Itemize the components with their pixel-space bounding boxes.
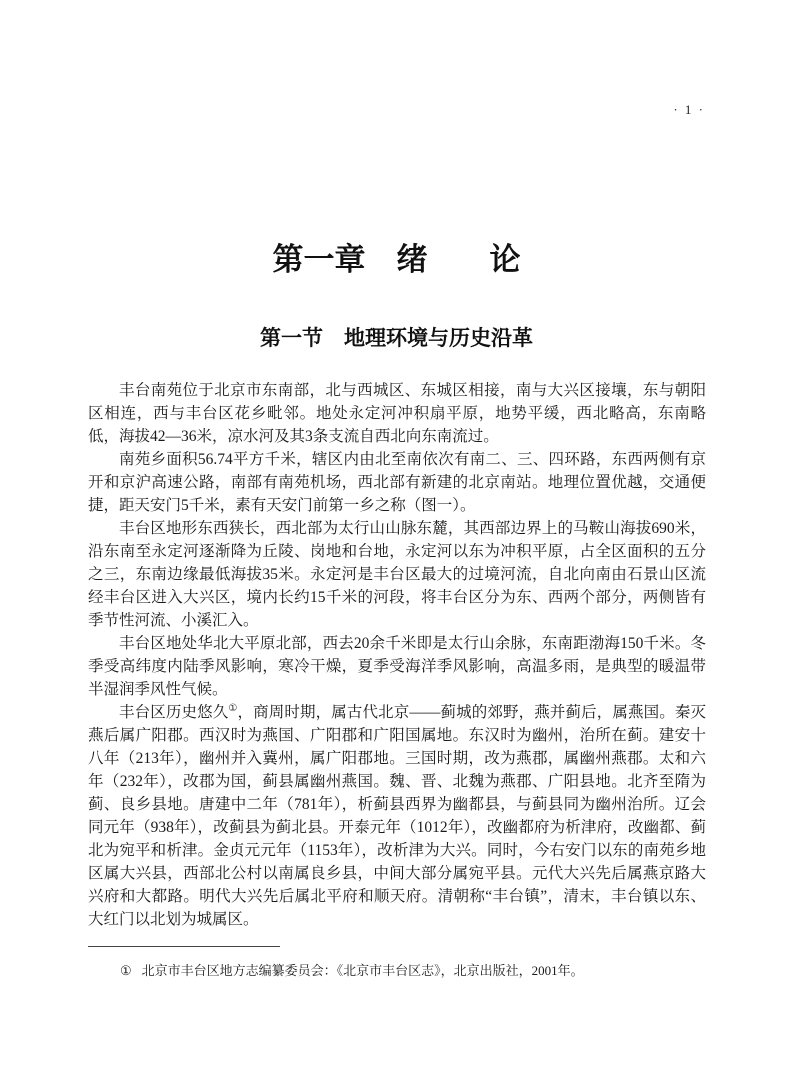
body-text	[88, 379, 706, 931]
chapter-title: 第一章 绪 论	[272, 242, 521, 277]
footnote-text: 北京市丰台区地方志编纂委员会：《北京市丰台区志》，北京出版社，2001年。	[141, 963, 584, 978]
section-title: 第一节 地理环境与历史沿革	[260, 326, 533, 350]
footnote-divider	[88, 946, 280, 947]
paragraph-geography: 丰台南苑位于北京市东南部，北与西城区、东城区相接，南与大兴区接壤，东与朝阳区相连，西与丰台区花乡毗邻。地处永定河冲积扇平原，地势平缓，西北略高，东南略低，海拔42—36米，凉水河及其3条支流自西北向东南流过。	[88, 382, 706, 445]
paragraph-history-body: ，商周时期，属古代北京——蓟城的郊野，燕并蓟后，属燕国。秦灭燕后属广阳郡。西汉时为燕国、广阳郡和广阳国属地。东汉时为幽州，治所在蓟。建安十八年（213年），幽州并入冀州，属广阳郡地。三国时期，改为燕郡，属幽州燕郡。太和六年（232年），改郡为国，蓟县属幽州燕国。魏、晋、北魏为燕郡、广阳县地。北齐至隋为蓟、良乡县地。唐建中二年（781年），析蓟县西界为幽都县，与蓟县同为幽州治所。辽会同元年（938年），改蓟县为蓟北县。开泰元年（1012年），改幽都府为析津府，改幽都、蓟北为宛平和析津。金贞元元年（1153年），改析津为大兴。同时，今右安门以东的南苑乡地区属大兴县，西部北公村以南属良乡县，中间大部分属宛平县。元代大兴先后属燕京路大兴府和大都路。明代大兴先后属北平府和顺天府。清朝称“丰台镇”，清末，丰台镇以东、大红门以北划为城属区。	[88, 704, 706, 928]
paragraph-history-lead: 丰台区历史悠久	[119, 704, 229, 721]
footnote-reference: ①	[228, 702, 238, 714]
paragraph-terrain: 丰台区地形东西狭长，西北部为太行山山脉东麓，其西部边界上的马鞍山海拔690米，沿东南至永定河逐渐降为丘陵、岗地和台地，永定河以东为冲积平原，占全区面积的五分之三，东南边缘最低海拔35米。永定河是丰台区最大的过境河流，自北向南由石景山区流经丰台区进入大兴区，境内长约15千米的河段，将丰台区分为东、西两个部分，两侧皆有季节性河流、小溪汇入。	[88, 520, 706, 629]
footnote	[88, 961, 706, 980]
footnote-area	[88, 946, 706, 980]
footnote-marker: ①	[120, 963, 132, 978]
page-number: · 1 ·	[673, 102, 705, 117]
paragraph-area: 南苑乡面积56.74平方千米，辖区内由北至南依次有南二、三、四环路，东西两侧有京开和京沪高速公路，南部有南苑机场，西北部有新建的北京南站。地理位置优越，交通便捷，距天安门5千米，素有天安门前第一乡之称（图一）。	[88, 451, 706, 514]
paragraph-climate: 丰台区地处华北大平原北部，西去20余千米即是太行山余脉，东南距渤海150千米。冬季受高纬度内陆季风影响，寒冷干燥，夏季受海洋季风影响，高温多雨，是典型的暖温带半湿润季风性气候。	[88, 635, 706, 698]
paragraph-history	[88, 701, 706, 931]
